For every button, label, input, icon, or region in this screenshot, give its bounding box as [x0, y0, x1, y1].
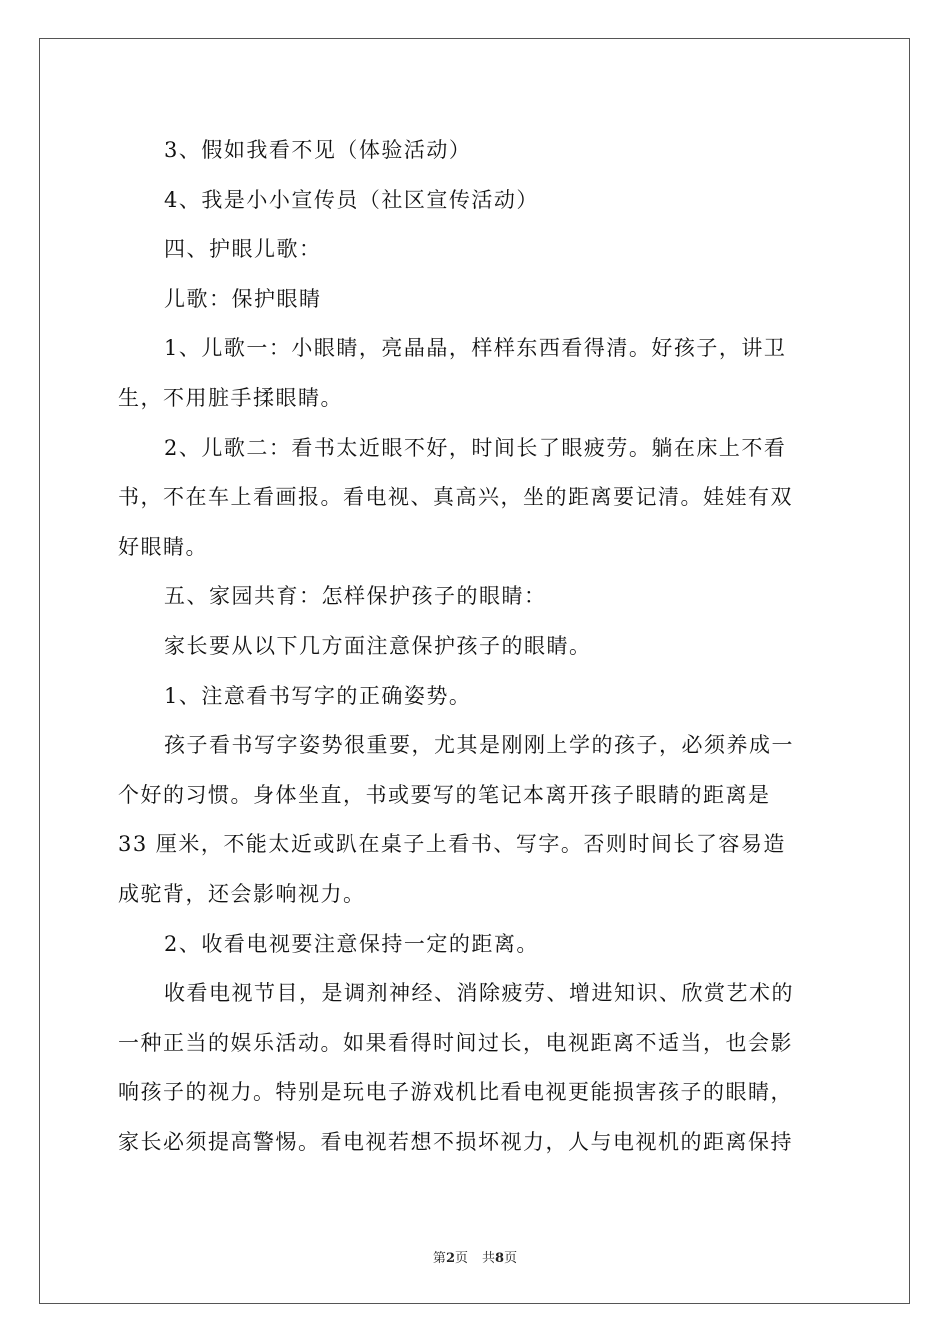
current-page-number: 2 — [445, 1251, 455, 1266]
paragraph — [118, 176, 834, 226]
text-line: 个好的习惯。身体坐直，书或要写的笔记本离开孩子眼睛的距离是 — [118, 782, 771, 807]
text-line: 好眼睛。 — [118, 534, 208, 559]
paragraph — [118, 672, 834, 722]
text-line: 家长必须提高警惕。看电视若想不损坏视力，人与电视机的距离保持 — [118, 1129, 793, 1154]
text-line: 一种正当的娱乐活动。如果看得时间过长，电视距离不适当，也会影 — [118, 1030, 793, 1055]
text-line: 成驼背，还会影响视力。 — [118, 881, 366, 906]
text-line: 响孩子的视力。特别是玩电子游戏机比看电视更能损害孩子的眼睛， — [118, 1080, 793, 1105]
paragraph — [118, 721, 834, 919]
total-page-number: 8 — [495, 1251, 505, 1266]
text-line: 四、护眼儿歌： — [164, 237, 322, 262]
total-prefix: 共 — [482, 1251, 496, 1266]
text-line: 五、家园共育：怎样保护孩子的眼睛： — [164, 584, 547, 609]
total-suffix: 页 — [504, 1251, 518, 1266]
text-line: 3、假如我看不见（体验活动） — [164, 138, 472, 162]
paragraph — [118, 275, 834, 325]
text-line: 孩子看书写字姿势很重要，尤其是刚刚上学的孩子，必须养成一 — [164, 733, 794, 758]
text-line: 33 厘米，不能太近或趴在桌子上看书、写字。否则时间长了容易造 — [118, 832, 786, 857]
paragraph — [118, 126, 834, 176]
paragraph — [118, 424, 834, 573]
text-line: 生，不用脏手揉眼睛。 — [118, 385, 343, 410]
page-prefix: 第 — [432, 1251, 446, 1266]
paragraph — [118, 225, 834, 275]
document-body — [118, 126, 834, 1167]
text-line: 家长要从以下几方面注意保护孩子的眼睛。 — [164, 633, 592, 658]
page-footer — [0, 1247, 950, 1266]
text-line: 4、我是小小宣传员（社区宣传活动） — [164, 187, 539, 212]
paragraph — [118, 572, 834, 622]
page-suffix: 页 — [454, 1251, 468, 1266]
text-line: 2、收看电视要注意保持一定的距离。 — [164, 931, 539, 956]
paragraph — [118, 969, 834, 1167]
text-line: 书，不在车上看画报。看电视、真高兴，坐的距离要记清。娃娃有双 — [118, 485, 793, 510]
text-line: 1、注意看书写字的正确姿势。 — [164, 683, 472, 708]
text-line: 2、儿歌二：看书太近眼不好，时间长了眼疲劳。躺在床上不看 — [164, 435, 787, 460]
paragraph — [118, 324, 834, 423]
text-line: 1、儿歌一：小眼睛，亮晶晶，样样东西看得清。好孩子，讲卫 — [164, 336, 787, 361]
text-line: 收看电视节目，是调剂神经、消除疲劳、增进知识、欣赏艺术的 — [164, 981, 794, 1006]
paragraph — [118, 920, 834, 970]
text-line: 儿歌：保护眼睛 — [164, 286, 322, 311]
paragraph — [118, 622, 834, 672]
